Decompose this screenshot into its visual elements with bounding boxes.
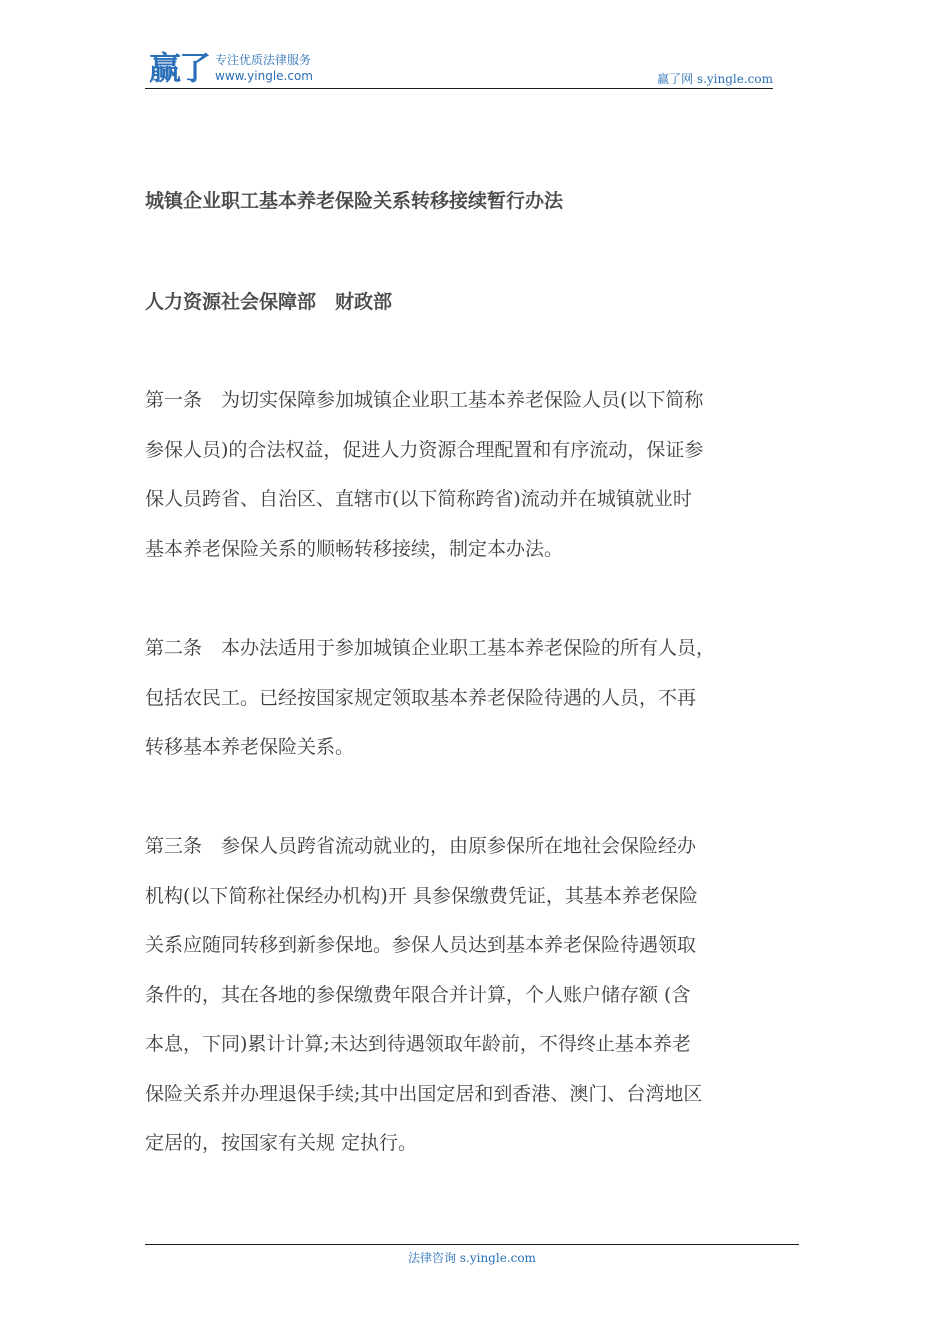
- article-line: 本息，下同)累计计算;未达到待遇领取年龄前，不得终止基本养老: [145, 1033, 691, 1055]
- article-line: 转移基本养老保险关系。: [145, 736, 355, 758]
- article-1: [145, 376, 825, 574]
- article-line: 第三条 参保人员跨省流动就业的，由原参保所在地社会保险经办: [145, 835, 697, 857]
- footer-link[interactable]: 法律咨询 s.yingle.com: [408, 1251, 536, 1265]
- page-footer: [145, 1244, 799, 1266]
- article-2: [145, 624, 825, 773]
- article-line: 保险关系并办理退保手续;其中出国定居和到香港、澳门、台湾地区: [145, 1082, 703, 1105]
- article-line: 条件的，其在各地的参保缴费年限合并计算，个人账户储存额 (含: [145, 983, 691, 1006]
- article-line: 参保人员)的合法权益，促进人力资源合理配置和有序流动，保证参: [145, 438, 704, 461]
- article-line: 机构(以下简称社保经办机构)开 具参保缴费凭证，其基本养老保险: [145, 884, 698, 907]
- document-title: 城镇企业职工基本养老保险关系转移接续暂行办法: [145, 190, 564, 212]
- article-line: 第一条 为切实保障参加城镇企业职工基本养老保险人员(以下简称: [145, 389, 704, 411]
- article-line: 关系应随同转移到新参保地。参保人员达到基本养老保险待遇领取: [145, 934, 697, 956]
- logo-url: www.yingle.com: [215, 69, 313, 83]
- article-line: 包括农民工。已经按国家规定领取基本养老保险待遇的人员，不再: [145, 686, 697, 709]
- logo-tagline: 专注优质法律服务: [215, 53, 312, 67]
- article-line: 基本养老保险关系的顺畅转移接续，制定本办法。: [145, 537, 564, 560]
- article-line: 第二条 本办法适用于参加城镇企业职工基本养老保险的所有人员，: [145, 637, 716, 659]
- page-header: [145, 48, 773, 89]
- site-link[interactable]: 赢了网 s.yingle.com: [657, 72, 773, 86]
- article-line: 定居的，按国家有关规 定执行。: [145, 1132, 418, 1154]
- document-authors: 人力资源社会保障部 财政部: [145, 291, 393, 313]
- article-3: [145, 822, 825, 1169]
- article-line: 保人员跨省、自治区、直辖市(以下简称跨省)流动并在城镇就业时: [145, 488, 692, 510]
- logo-mark: 赢了: [149, 49, 210, 87]
